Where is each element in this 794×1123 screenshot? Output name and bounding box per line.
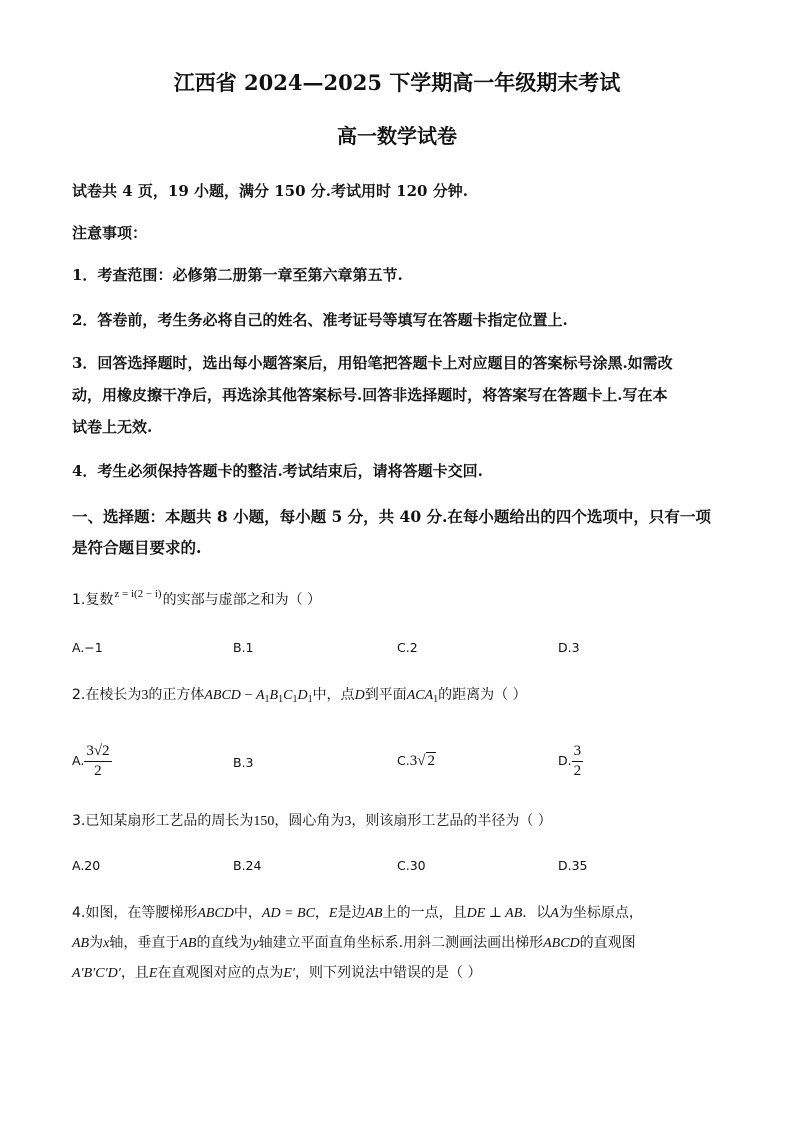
q4-math: AB <box>179 936 197 951</box>
notice-item: 动，用橡皮擦干净后，再选涂其他答案标号.回答非选择题时，将答案写在答题卡上.写在本 <box>72 386 668 404</box>
q4-text: ，且 <box>120 965 149 981</box>
q1-option-c: C.2 <box>397 640 418 655</box>
question-1 <box>72 589 321 612</box>
q2-option-d <box>558 742 583 781</box>
q4-text: 中， <box>233 905 262 921</box>
q2-option-a-fraction <box>84 742 111 781</box>
exam-intro: 试卷共 4 页，19 小题，满分 150 分.考试用时 120 分钟. <box>72 182 468 200</box>
radical-sign: √ <box>417 753 426 769</box>
question-3 <box>72 810 552 833</box>
q2-point: D <box>354 688 365 703</box>
q2-option-c-coefficient: 3 <box>409 753 418 769</box>
q1-suffix: 的实部与虚部之和为（ ） <box>162 592 322 608</box>
q2-plane: $ACA_1$ <box>406 688 439 705</box>
q4-text: 轴建立平面直角坐标系.用斜二测画法画出梯形 <box>258 935 544 951</box>
q4-math: E′ <box>283 966 295 981</box>
q4-math: AB <box>365 906 383 921</box>
q4-math: E <box>148 966 158 981</box>
q4-math: A′B′C′D′ <box>72 966 121 981</box>
q3-option-c: C.30 <box>397 858 426 873</box>
question-4-line-1 <box>72 902 643 925</box>
q3-number: 150 <box>253 814 275 829</box>
q3-text: 3.已知某扇形工艺品的周长为 <box>72 813 254 829</box>
q4-text: 在直观图对应的点为 <box>157 965 284 981</box>
q3-option-b: B.24 <box>233 858 262 873</box>
q3-option-a: A.20 <box>72 858 101 873</box>
q4-text: 为坐标原点， <box>558 905 643 921</box>
section-heading: 一、选择题：本题共 8 小题，每小题 5 分，共 40 分.在每小题给出的四个选项中，只有一项 <box>72 507 711 526</box>
q4-text: 为 <box>89 935 104 951</box>
q2-text: 2.在棱长为 <box>72 687 142 703</box>
q4-math: A <box>550 906 559 921</box>
q1-formula: z = i(2 − i) <box>114 588 162 600</box>
q2-option-c-label: C. <box>397 753 410 768</box>
q2-option-d-fraction <box>572 742 584 781</box>
q2-text: 的距离为（ ） <box>438 687 527 703</box>
q2-text: 到平面 <box>364 687 407 703</box>
q4-text: ．以 <box>522 905 551 921</box>
q4-math: E <box>328 906 338 921</box>
q3-number: 3 <box>344 814 352 829</box>
q4-math: AD = BC <box>261 906 315 921</box>
fraction-numerator: 3√2 <box>84 742 111 762</box>
exam-title: 江西省 2024—2025 下学期高一年级期末考试 <box>173 70 621 95</box>
section-heading-cont: 是符合题目要求的. <box>72 538 202 557</box>
fraction-numerator: 3 <box>572 742 584 762</box>
q2-option-b: B.3 <box>233 755 254 770</box>
q3-text: ，则该扇形工艺品的半径为（ ） <box>351 813 552 829</box>
question-2 <box>72 684 527 711</box>
notice-item: 3．回答选择题时，选出每小题答案后，用铅笔把答题卡上对应题目的答案标号涂黑.如需改 <box>72 354 673 372</box>
notice-item: 试卷上无效. <box>72 418 153 436</box>
q4-text: 轴，垂直于 <box>109 935 180 951</box>
q4-text: ，则下列说法中错误的是（ ） <box>295 965 482 981</box>
q4-text: 是边 <box>337 905 366 921</box>
q2-option-c-radicand: 2 <box>427 753 435 769</box>
notice-item: 1．考查范围：必修第二册第一章至第六章第五节. <box>72 266 403 284</box>
fraction-denominator: 2 <box>94 763 102 779</box>
q4-text: 4.如图，在等腰梯形 <box>72 905 198 921</box>
q1-prefix: 1.复数 <box>72 592 114 608</box>
fraction-denominator: 2 <box>573 763 582 779</box>
q4-math: DE ⊥ AB <box>466 906 523 921</box>
q4-text: 上的一点，且 <box>382 905 467 921</box>
q4-math: ABCD <box>543 936 580 951</box>
q2-option-a-label: A. <box>72 753 85 768</box>
notice-item: 2．答卷前，考生务必将自己的姓名、准考证号等填写在答题卡指定位置上. <box>72 311 568 329</box>
q4-text: ， <box>314 905 329 921</box>
q2-cube-base: ABCD <box>204 688 241 703</box>
notice-heading: 注意事项： <box>72 224 148 242</box>
q4-math: ABCD <box>197 906 234 921</box>
question-4-line-3 <box>72 962 481 985</box>
q4-math: y <box>252 936 259 951</box>
exam-subtitle: 高一数学试卷 <box>337 124 457 148</box>
q4-text: 的直观图 <box>579 935 636 951</box>
q3-option-d: D.35 <box>558 858 588 873</box>
q4-math: x <box>103 936 110 951</box>
question-4-line-2 <box>72 932 636 955</box>
q4-math: AB <box>72 936 90 951</box>
q2-cube-name: ABCD − $A_1B_1C_1D_1$ <box>204 688 313 705</box>
q1-option-b: B.1 <box>233 640 254 655</box>
q2-text: 的正方体 <box>148 687 205 703</box>
q2-option-c <box>397 752 436 770</box>
q2-text: 中，点 <box>312 687 355 703</box>
q1-option-a: A.−1 <box>72 640 103 655</box>
q2-number: 3 <box>141 688 149 703</box>
q3-text: ，圆心角为 <box>274 813 345 829</box>
q2-option-a <box>72 742 112 781</box>
notice-item: 4．考生必须保持答题卡的整洁.考试结束后，请将答题卡交回. <box>72 462 483 480</box>
q2-option-d-label: D. <box>558 753 572 768</box>
q4-text: 的直线为 <box>196 935 253 951</box>
q1-option-d: D.3 <box>558 640 580 655</box>
